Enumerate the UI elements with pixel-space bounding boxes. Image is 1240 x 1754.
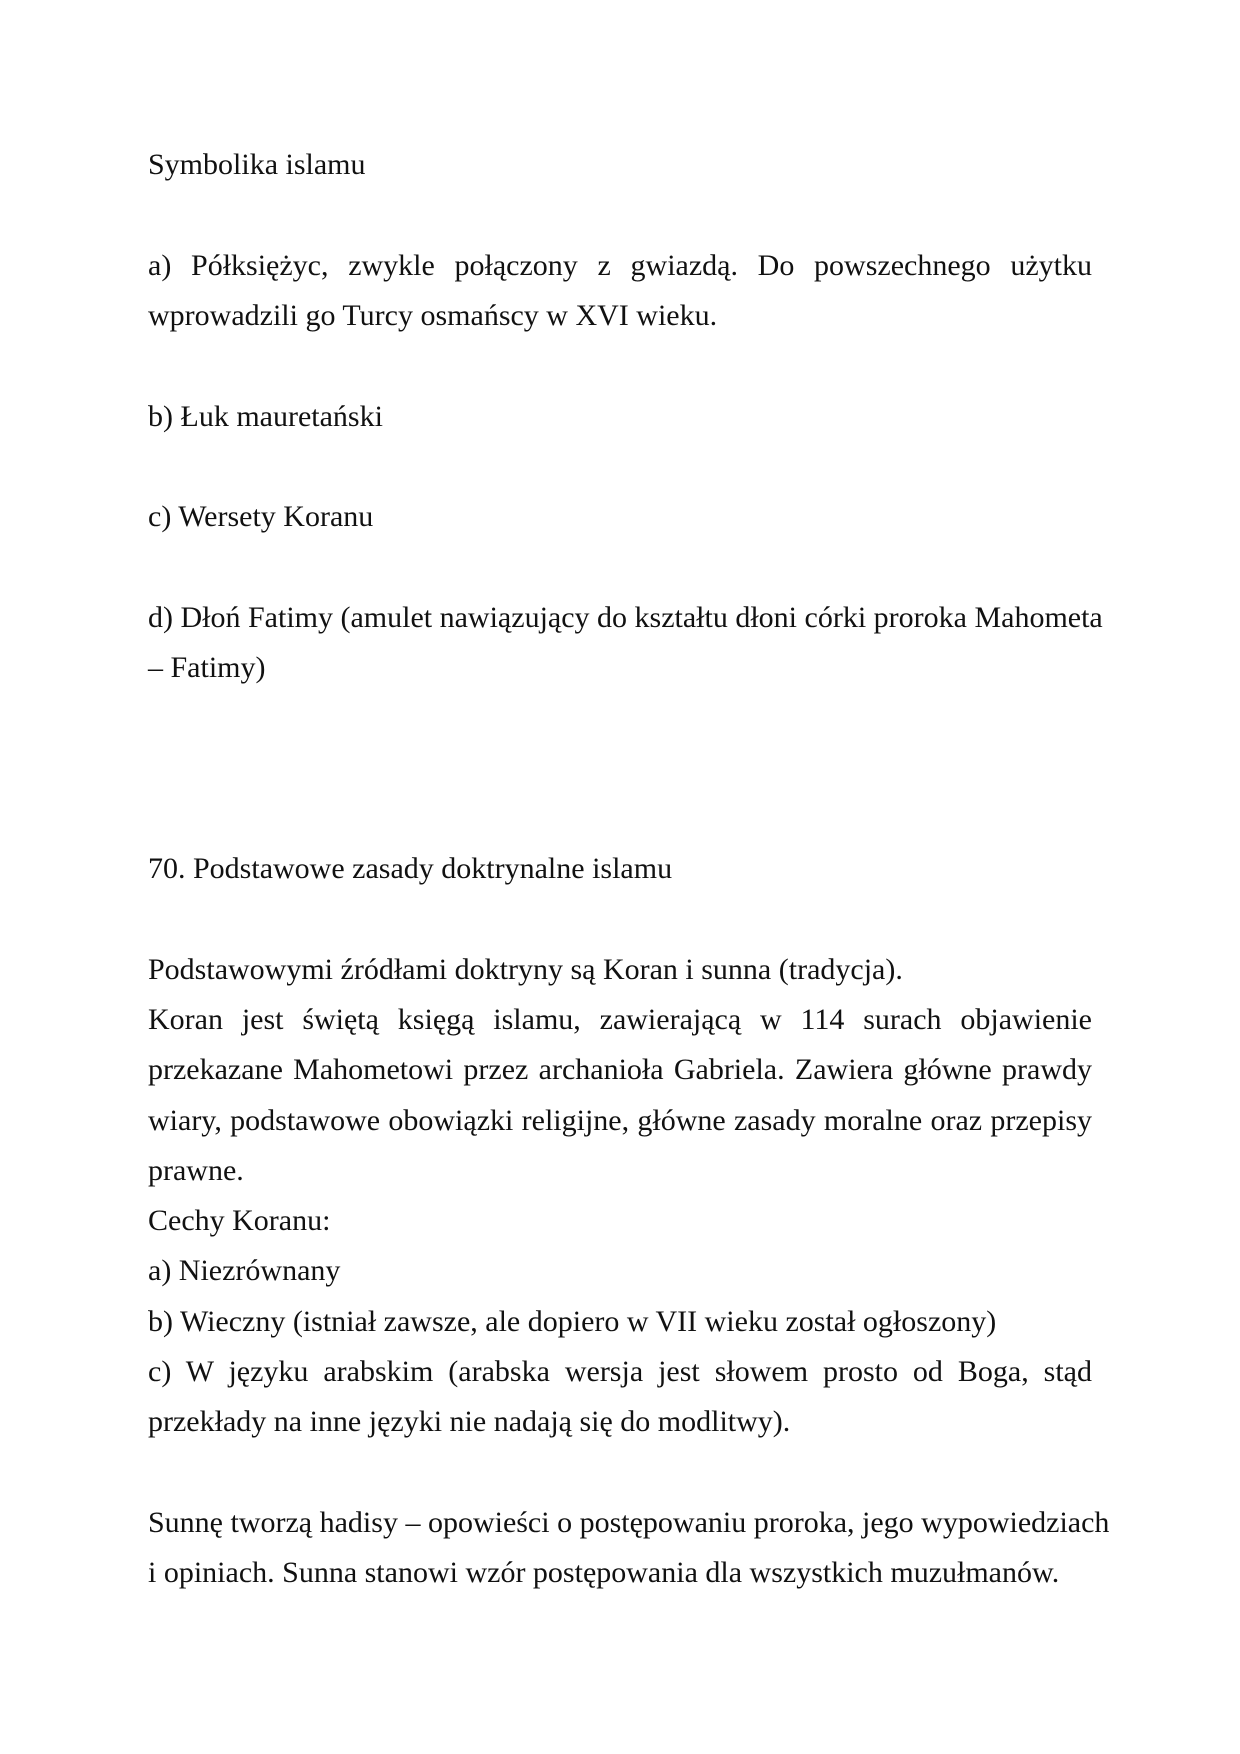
- item-c: c) Wersety Koranu: [148, 500, 374, 533]
- koran-line2: przekazane Mahometowi przez archanioła Gabriela. Zawiera główne prawdy: [148, 1053, 1092, 1086]
- item-d-line1: d) Dłoń Fatimy (amulet nawiązujący do kształtu dłoni córki proroka Mahometa: [148, 601, 1103, 634]
- feature-a: a) Niezrównany: [148, 1254, 341, 1287]
- koran-line3: wiary, podstawowe obowiązki religijne, główne zasady moralne oraz przepisy: [148, 1104, 1092, 1137]
- item-b: b) Łuk mauretański: [148, 400, 383, 433]
- sunna-line2: i opiniach. Sunna stanowi wzór postępowania dla wszystkich muzułmanów.: [148, 1556, 1060, 1589]
- section-title-symbolika: Symbolika islamu: [148, 148, 366, 181]
- koran-line4: prawne.: [148, 1154, 244, 1187]
- koran-line1: Koran jest świętą księgą islamu, zawierającą w 114 surach objawienie: [148, 1003, 1092, 1036]
- item-d-line2: – Fatimy): [148, 651, 266, 684]
- item-a-line1: a) Półksiężyc, zwykle połączony z gwiazdą. Do powszechnego użytku: [148, 249, 1092, 282]
- features-title: Cechy Koranu:: [148, 1204, 331, 1237]
- sources-line: Podstawowymi źródłami doktryny są Koran i sunna (tradycja).: [148, 953, 903, 986]
- item-a-line2: wprowadzili go Turcy osmańscy w XVI wieku.: [148, 299, 718, 332]
- section-title-zasady: 70. Podstawowe zasady doktrynalne islamu: [148, 852, 673, 885]
- sunna-line1: Sunnę tworzą hadisy – opowieści o postępowaniu proroka, jego wypowiedziach: [148, 1506, 1110, 1539]
- feature-b: b) Wieczny (istniał zawsze, ale dopiero w VII wieku został ogłoszony): [148, 1305, 997, 1338]
- feature-c-line2: przekłady na inne języki nie nadają się do modlitwy).: [148, 1405, 791, 1438]
- feature-c-line1: c) W języku arabskim (arabska wersja jest słowem prosto od Boga, stąd: [148, 1355, 1092, 1388]
